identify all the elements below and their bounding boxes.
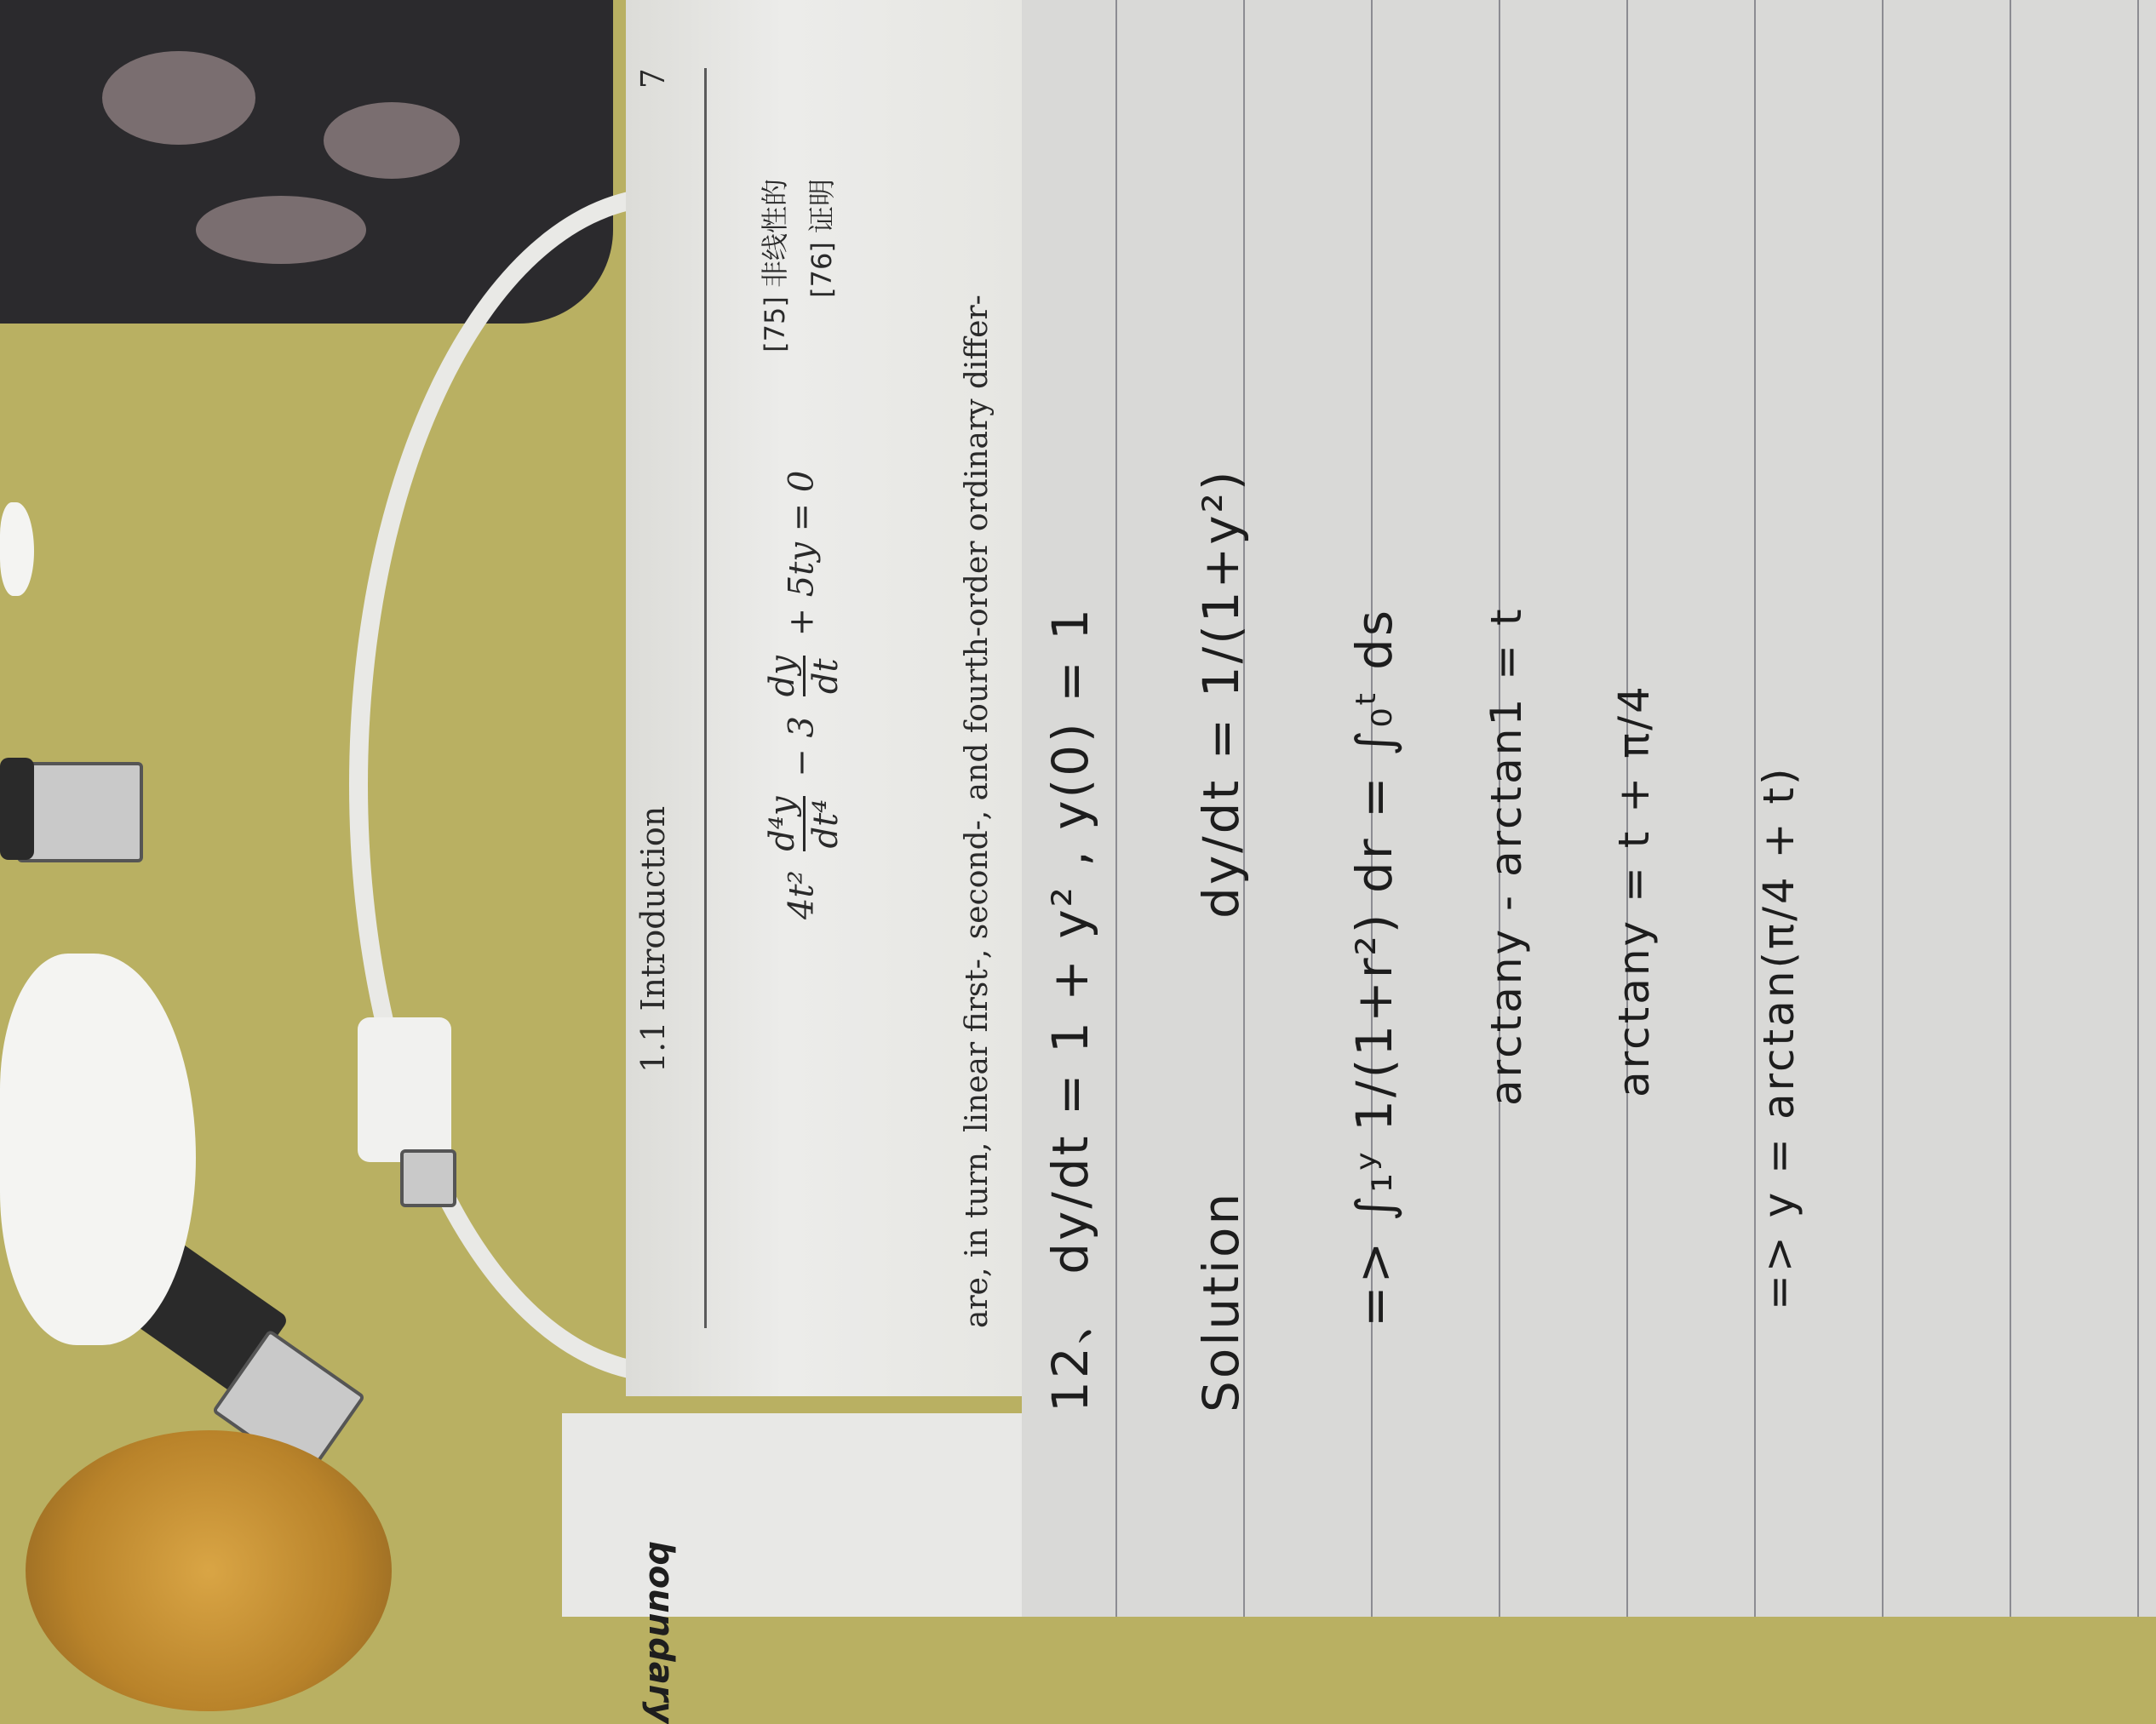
pad-pattern: [102, 51, 255, 145]
body-text: are, in turn, linear first-, second-, and fourth-order ordinary differ-: [960, 295, 995, 1328]
differential-equation: [762, 471, 846, 919]
eq-coef: 4t²: [782, 870, 822, 919]
tissue: [0, 954, 196, 1345]
frac-den: dt⁴: [806, 799, 846, 849]
margin-note: [76] 证明: [806, 179, 838, 298]
running-header: 1.1 Introduction: [634, 805, 672, 1073]
textbook-page: [626, 0, 1022, 1396]
frac-num: d⁴y: [762, 796, 806, 851]
eq-fraction: [762, 656, 846, 696]
handwriting-line: arctany - arctan1 = t: [1482, 606, 1531, 1106]
book-edge-word: boundary: [641, 1541, 680, 1724]
page-number: 7: [634, 68, 672, 89]
lightning-tip: [400, 1149, 456, 1207]
frac-den: dt: [806, 658, 846, 695]
handwriting-line: dy/dt = 1/(1+y²): [1192, 468, 1250, 919]
handwriting-line: arctany = t + π/4: [1609, 684, 1659, 1097]
eq-minus: − 3: [782, 716, 822, 777]
usb-plug: [17, 762, 143, 862]
second-book: [562, 1413, 1039, 1724]
eq-fraction: [762, 796, 846, 851]
tissue: [0, 502, 34, 596]
pad-pattern: [196, 196, 366, 264]
usb-cable-end: [0, 758, 34, 860]
header-rule: [704, 68, 707, 1328]
handwriting-line: 12、 dy/dt = 1 + y² , y(0) = 1: [1041, 605, 1099, 1412]
margin-note: [75] 非线性的: [759, 179, 791, 352]
notebook: [1022, 0, 2156, 1617]
frac-num: dy: [762, 656, 806, 696]
handwriting-line: => ∫₁ʸ 1/(1+r²) dr = ∫₀ᵗ ds: [1345, 607, 1403, 1327]
pad-pattern: [324, 102, 460, 179]
handwriting-line: => y = arctan(π/4 + t): [1754, 765, 1803, 1310]
lightning-connector: [358, 1017, 451, 1162]
handwriting-line: Solution: [1192, 1190, 1250, 1412]
eq-tail: + 5ty = 0: [782, 470, 822, 637]
